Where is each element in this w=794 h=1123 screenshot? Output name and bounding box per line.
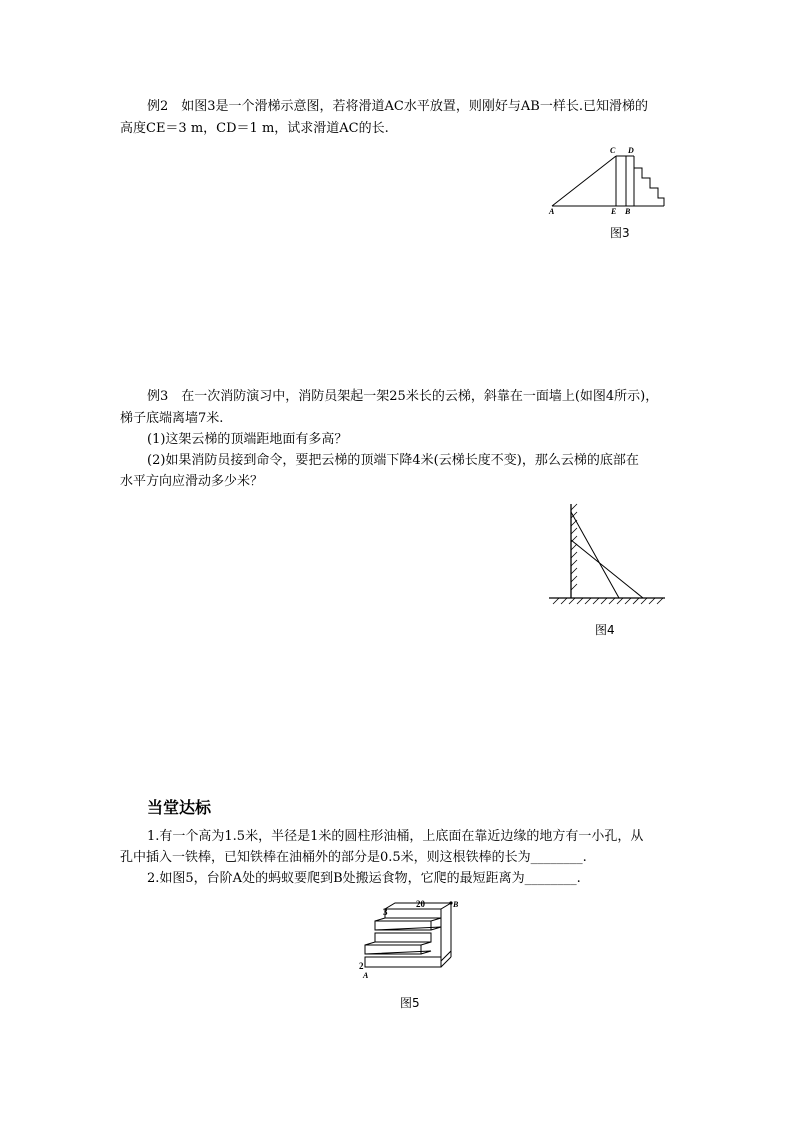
example2-text-line2: 高度CE＝3 m，CD＝1 m，试求滑道AC的长. (120, 121, 389, 136)
label-A: A (363, 971, 369, 980)
figure-3-slide-diagram (540, 140, 680, 220)
example2-text-line1: 例2 如图3是一个滑梯示意图，若将滑道AC水平放置，则刚好与AB一样长.已知滑梯的 (147, 99, 648, 114)
label-top-20: 20 (416, 899, 425, 909)
example3-text-line2: 梯子底端离墙7米. (120, 411, 224, 426)
label-D: D (628, 146, 634, 155)
label-height-3: 3 (383, 907, 388, 917)
figure-3-caption: 图3 (610, 226, 630, 240)
example3-question-2a: (2)如果消防员接到命令，要把云梯的顶端下降4米(云梯长度不变)，那么云梯的底部在 (147, 453, 639, 468)
practice-problem-1b: 孔中插入一铁棒，已知铁棒在油桶外的部分是0.5米，则这根铁棒的长为________. (120, 850, 587, 865)
figure-5-caption: 图5 (400, 996, 420, 1010)
label-B: B (625, 207, 631, 216)
label-A: A (549, 207, 555, 216)
figure-5-stairs-diagram (355, 895, 470, 983)
example3-question-1: (1)这架云梯的顶端距地面有多高？ (147, 432, 348, 447)
figure-4-ladder-diagram (545, 500, 670, 610)
figure-4-caption: 图4 (595, 623, 615, 637)
example3-question-2b: 水平方向应滑动多少米？ (120, 474, 264, 489)
label-C: C (610, 146, 616, 155)
practice-problem-2: 2.如图5，台阶A处的蚂蚁要爬到B处搬运食物，它爬的最短距离为________. (147, 871, 581, 886)
example3-text-line1: 例3 在一次消防演习中，消防员架起一架25米长的云梯，斜靠在一面墙上(如图4所示)， (147, 389, 659, 404)
practice-problem-1a: 1.有一个高为1.5米，半径是1米的圆柱形油桶，上底面在靠近边缘的地方有一小孔，从 (147, 829, 644, 844)
label-step-2: 2 (359, 961, 364, 971)
label-B: B (453, 900, 459, 909)
practice-heading: 当堂达标 (147, 798, 212, 817)
label-E: E (611, 207, 617, 216)
